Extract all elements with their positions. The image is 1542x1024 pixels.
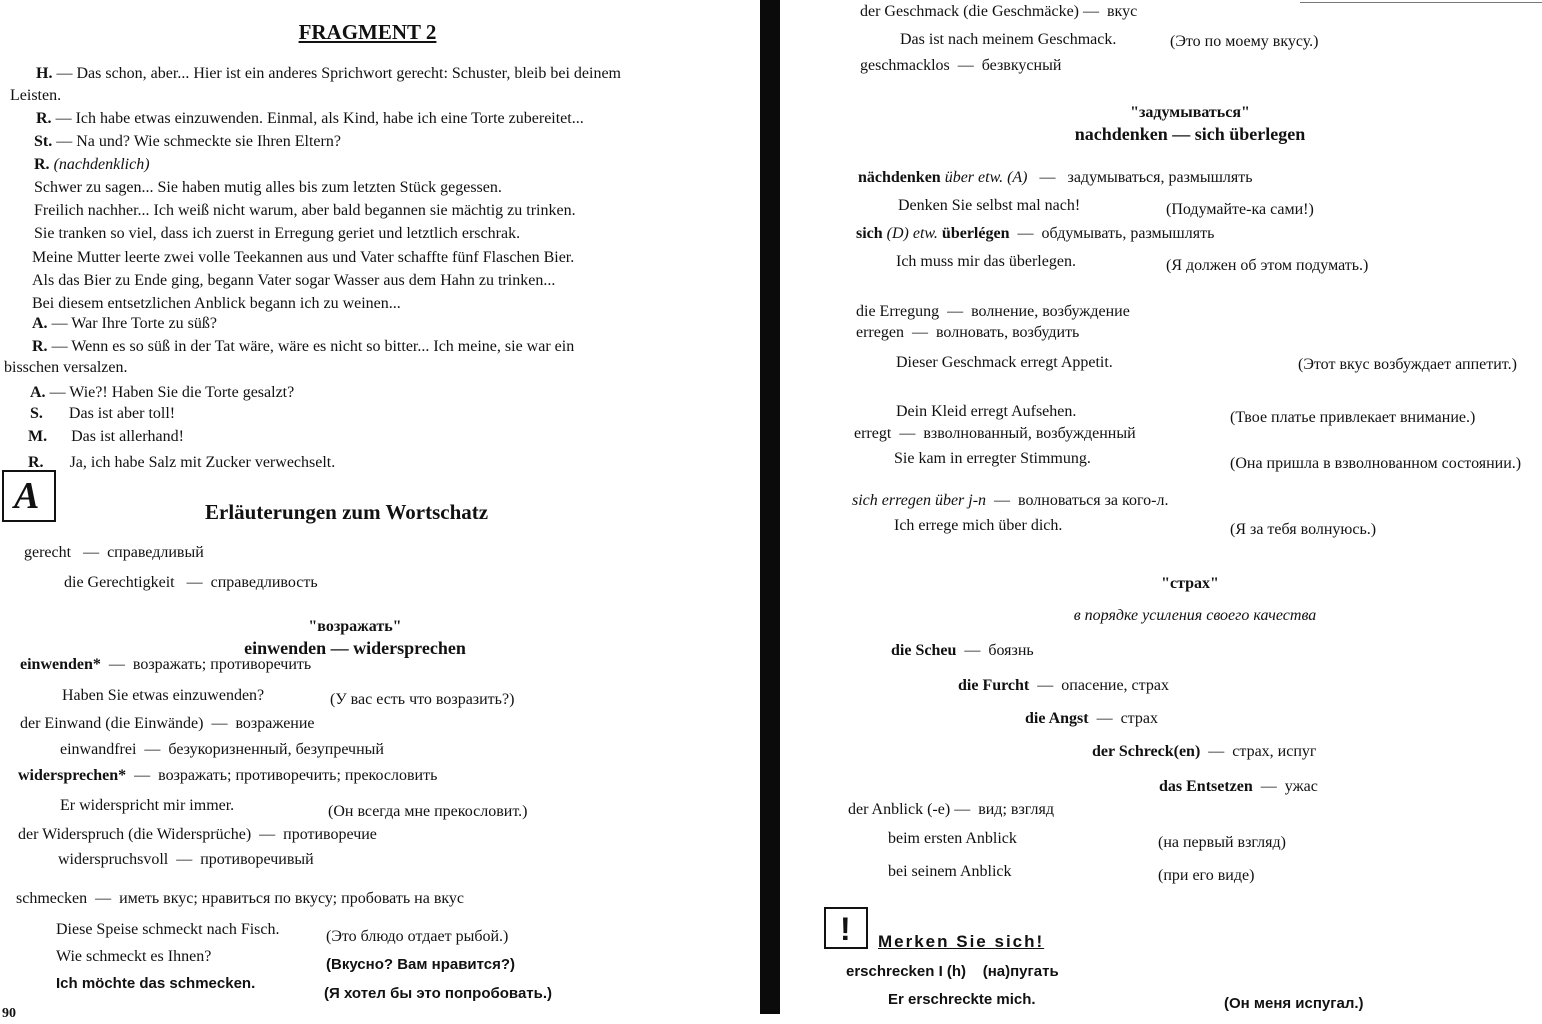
dialog-line: R. Ja, ich habe Salz mit Zucker verwechselt. [28, 454, 336, 471]
vocab-translation: (при его виде) [1158, 867, 1255, 884]
emblem-exclamation-icon: ! [824, 907, 868, 949]
vocab-example: Das ist nach meinem Geschmack. [900, 31, 1117, 48]
group-head: nachdenken — sich überlegen [1074, 124, 1306, 144]
vocab-entry: erregen — волновать, возбудить [856, 324, 1080, 341]
emblem-a-icon: A [2, 470, 56, 522]
dialog-line: A. — Wie?! Haben Sie die Torte gesalzt? [30, 384, 295, 401]
vocab-translation: (Это блюдо отдает рыбой.) [326, 928, 509, 945]
vocab-entry: sich erregen über j-n — волноваться за кого-л. [852, 492, 1169, 509]
fear-item: die Angst — страх [1025, 710, 1158, 727]
fear-item: das Entsetzen — ужас [1159, 778, 1318, 795]
vocab-translation: (Он всегда мне прекословит.) [328, 803, 528, 820]
vocab-entry: einwandfrei — безукоризненный, безупречный [60, 741, 384, 758]
vocab-translation: (Это по моему вкусу.) [1170, 33, 1319, 50]
vocab-entry: erschrecken I (h) (на)пугать [846, 963, 1059, 980]
dialog-line: Meine Mutter leerte zwei volle Teekannen aus und Vater schaffte fünf Flaschen Bier. [32, 249, 575, 266]
group-quote: "возражать" [308, 618, 402, 635]
vocab-entry: einwenden* — возражать; противоречить [20, 656, 312, 673]
dialog-line: Freilich nachher... Ich weiß nicht warum, aber bald begannen sie mächtig zu trinken. [34, 202, 576, 219]
dialog-line: M. Das ist allerhand! [28, 428, 184, 445]
dialog-line: A. — War Ihre Torte zu süß? [32, 315, 217, 332]
vocab-entry: nächdenken über etw. (A) — задумываться, размышлять [858, 169, 1253, 186]
vocab-entry: sich (D) etw. überlégen — обдумывать, размышлять [856, 225, 1215, 242]
merken-title: Merken Sie sich! [878, 932, 1045, 951]
dialog-line: Schwer zu sagen... Sie haben mutig alles bis zum letzten Stück gegessen. [34, 179, 502, 196]
dialog-line: R. — Wenn es so süß in der Tat wäre, wäre es nicht so bitter... Ich meine, sie war ein [32, 338, 575, 355]
vocab-example: Denken Sie selbst mal nach! [898, 197, 1081, 214]
vocab-example: Ich muss mir das überlegen. [896, 253, 1076, 270]
vocab-example: Ich möchte das schmecken. [56, 975, 256, 992]
vocab-example: Dieser Geschmack erregt Appetit. [896, 354, 1113, 371]
dialog-line: R. — Ich habe etwas einzuwenden. Einmal, als Kind, habe ich eine Torte zubereitet... [36, 110, 584, 127]
vocab-translation: (Я хотел бы это попробовать.) [324, 985, 553, 1002]
book-spine [760, 0, 780, 1014]
fear-item: der Schreck(en) — страх, испуг [1092, 743, 1317, 760]
vocab-entry: der Widerspruch (die Widersprüche) — противоречие [18, 826, 377, 843]
vocab-example: Er widerspricht mir immer. [60, 797, 235, 814]
fear-item: die Scheu — боязнь [891, 642, 1034, 659]
dialog-line: R. (nachdenklich) [34, 156, 150, 173]
dialog-line: bisschen versalzen. [4, 359, 128, 376]
page-number: 90 [2, 1006, 16, 1021]
vocab-example: Sie kam in erregter Stimmung. [894, 450, 1091, 467]
vocab-translation: (Я за тебя волнуюсь.) [1230, 521, 1377, 538]
fear-item: die Furcht — опасение, страх [958, 677, 1169, 694]
dialog-line: S. Das ist aber toll! [30, 405, 176, 422]
vocab-entry: der Geschmack (die Geschmäcke) — вкус [860, 3, 1138, 20]
dialog-line: Sie tranken so viel, dass ich zuerst in Erregung geriet und letztlich erschrak. [34, 225, 521, 242]
group-quote: "задумываться" [1130, 104, 1250, 121]
dialog-line: St. — Na und? Wie schmeckte sie Ihren Eltern? [34, 133, 341, 150]
vocab-translation: (Этот вкус возбуждает аппетит.) [1298, 356, 1517, 373]
vocab-entry: die Gerechtigkeit — справедливость [64, 574, 318, 591]
group-note: в порядке усиления своего качества [1073, 607, 1317, 624]
dialog-line: Als das Bier zu Ende ging, begann Vater sogar Wasser aus dem Hahn zu trinken... [32, 272, 556, 289]
vocab-entry: gerecht — справедливый [24, 544, 204, 561]
vocab-example: Ich errege mich über dich. [894, 517, 1063, 534]
vocab-entry: der Einwand (die Einwände) — возражение [20, 715, 315, 732]
vocab-example: Wie schmeckt es Ihnen? [56, 948, 212, 965]
group-head: einwenden — widersprechen [244, 638, 466, 658]
section-title: Erläuterungen zum Wortschatz [205, 500, 489, 524]
vocab-entry: geschmacklos — безвкусный [860, 57, 1062, 74]
vocab-translation: (У вас есть что возразить?) [330, 691, 515, 708]
vocab-entry: widersprechen* — возражать; противоречить; прекословить [18, 767, 438, 784]
vocab-example: Diese Speise schmeckt nach Fisch. [56, 921, 280, 938]
right-page [780, 0, 1542, 1014]
vocab-entry: die Erregung — волнение, возбуждение [856, 303, 1130, 320]
dialog-line: Bei diesem entsetzlichen Anblick begann ich zu weinen... [32, 295, 401, 312]
vocab-example: beim ersten Anblick [888, 830, 1017, 847]
vocab-entry: der Anblick (-e) — вид; взгляд [848, 801, 1054, 818]
vocab-translation: (Я должен об этом подумать.) [1166, 257, 1369, 274]
vocab-example: bei seinem Anblick [888, 863, 1012, 880]
vocab-translation: (на первый взгляд) [1158, 834, 1286, 851]
vocab-example: Haben Sie etwas einzuwenden? [62, 687, 265, 704]
vocab-translation: (Он меня испугал.) [1224, 995, 1364, 1012]
vocab-translation: (Подумайте-ка сами!) [1166, 201, 1314, 218]
group-quote: "страх" [1161, 575, 1219, 592]
vocab-entry: schmecken — иметь вкус; нравиться по вкусу; пробовать на вкус [16, 890, 465, 907]
vocab-translation: (Твое платье привлекает внимание.) [1230, 409, 1476, 426]
vocab-entry: widerspruchsvoll — противоречивый [58, 851, 314, 868]
vocab-translation: (Она пришла в взволнованном состоянии.) [1230, 455, 1522, 472]
dialog-line: H. — Das schon, aber... Hier ist ein anderes Sprichwort gerecht: Schuster, bleib bei deinem [36, 65, 621, 82]
fragment-title: FRAGMENT 2 [298, 20, 437, 44]
vocab-example: Dein Kleid erregt Aufsehen. [896, 403, 1077, 420]
vocab-translation: (Вкусно? Вам нравится?) [326, 956, 516, 973]
vocab-entry: erregt — взволнованный, возбужденный [854, 425, 1136, 442]
dialog-line: Leisten. [10, 87, 62, 104]
left-page [0, 0, 760, 1021]
vocab-example: Er erschreckte mich. [888, 991, 1036, 1008]
